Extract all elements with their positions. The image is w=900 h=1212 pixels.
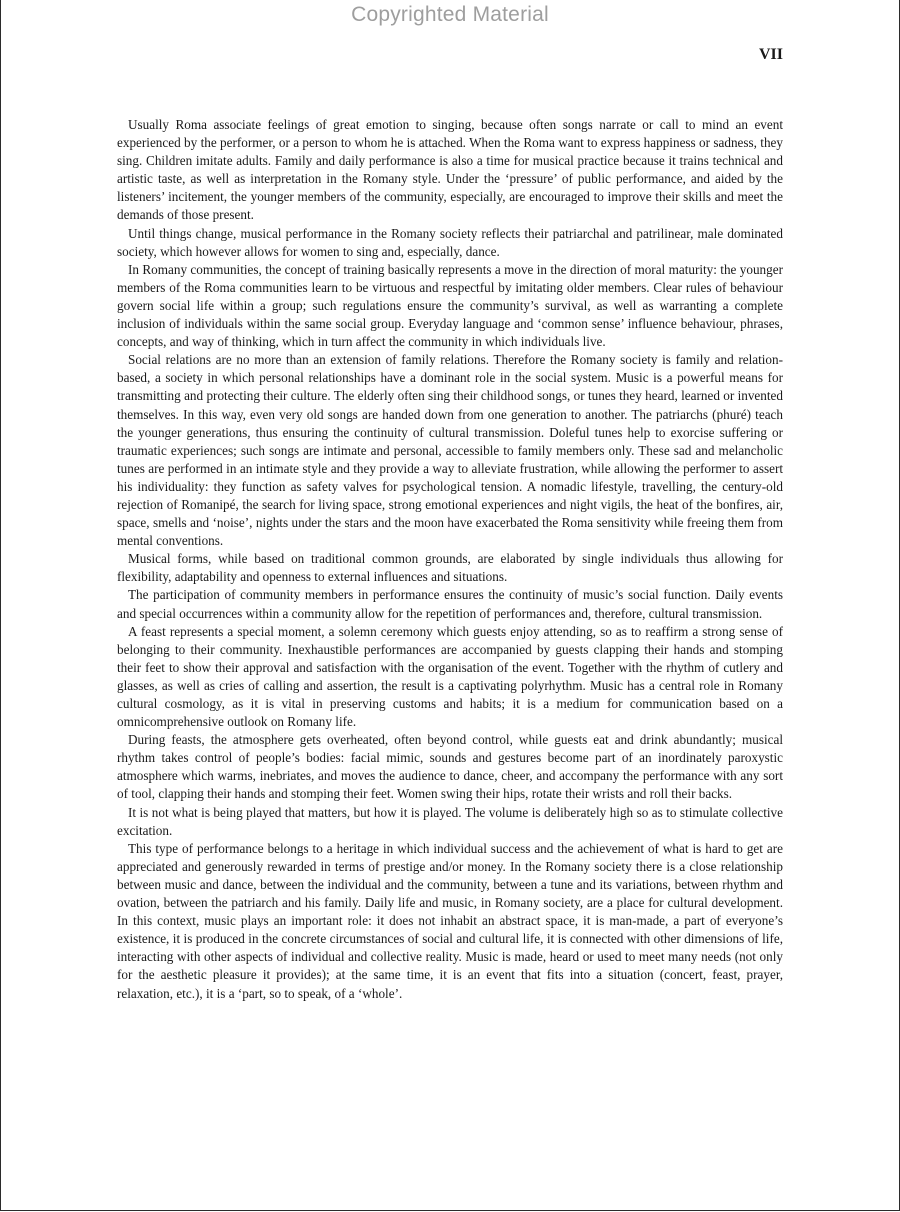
- paragraph: Musical forms, while based on traditional common grounds, are elaborated by single individuals thus allowing for flexibility, adaptability and openness to external influences and situations.: [117, 551, 783, 585]
- paragraph: In Romany communities, the concept of training basically represents a move in the direction of moral maturity: the younger members of the Roma communities learn to be virtuous and respectful by imitating older members. Clear rules of behaviour govern social life within a group; such regulations ensure the community’s survival, as well as warranting a complete inclusion of individuals within the same social group. Everyday language and ‘common sense’ influence behaviour, phrases, concepts, and way of thinking, which in turn affect the community in which individuals live.: [117, 261, 783, 350]
- paragraph: The participation of community members in performance ensures the continuity of music’s social function. Daily events and special occurrences within a community allow for the repetition of performances and, therefore, cultural transmission.: [117, 587, 783, 621]
- copyright-watermark: Copyrighted Material: [351, 3, 549, 26]
- paragraph: During feasts, the atmosphere gets overheated, often beyond control, while guests eat and drink abundantly; musical rhythm takes control of people’s bodies: facial mimic, sounds and gestures become part of an inordinately paroxystic atmosphere which warms, inebriates, and moves the audience to dance, cheer, and accompany the performance with any sort of tool, clapping their hands and stomping their feet. Women swing their hips, rotate their wrists and roll their backs.: [117, 732, 783, 802]
- paragraph: Social relations are no more than an extension of family relations. Therefore the Romany society is family and relation-based, a society in which personal relationships have a dominant role in the social system. Music is a powerful means for transmitting and protecting their culture. The elderly often sing their childhood songs, or tunes they heard, learned or invented themselves. In this way, even very old songs are handed down from one generation to another. The patriarchs (phuré) teach the younger generations, thus ensuring the continuity of cultural transmission. Doleful tunes help to exorcise suffering or traumatic experiences; such songs are intimate and personal, accessible to family members only. These sad and melancholic tunes are performed in an intimate style and they provide a way to alleviate frustration, while allowing the performer to assert his individuality: they function as safety valves for psychological tension. A nomadic lifestyle, travelling, the century-old rejection of Romanipé, the search for living space, strong emotional experiences and night vigils, the heat of the bonfires, air, space, smells and ‘noise’, nights under the stars and the moon have exacerbated the Roma sensitivity while freeing them from mental conventions.: [117, 352, 783, 549]
- paragraph: It is not what is being played that matters, but how it is played. The volume is deliberately high so as to stimulate collective excitation.: [117, 804, 783, 838]
- page-number: VII: [758, 46, 783, 63]
- paragraph: Until things change, musical performance in the Romany society reflects their patriarchal and patrilinear, male dominated society, which however allows for women to sing and, especially, dance.: [117, 225, 783, 259]
- body-text: [117, 116, 783, 1003]
- paragraph: A feast represents a special moment, a solemn ceremony which guests enjoy attending, so as to reaffirm a strong sense of belonging to their community. Inexhaustible performances are accompanied by guests clapping their hands and stomping their feet to show their approval and satisfaction with the organisation of the event. Together with the rhythm of cutlery and glasses, as well as cries of calling and assertion, the result is a captivating polyrhythm. Music has a central role in Romany cultural cosmology, as it is vital in preserving customs and habits; it is a medium for communication based on a omnicomprehensive outlook on Romany life.: [117, 623, 783, 730]
- paragraph: Usually Roma associate feelings of great emotion to singing, because often songs narrate or call to mind an event experienced by the performer, or a person to whom he is attached. When the Roma want to express happiness or sadness, they sing. Children imitate adults. Family and daily performance is also a time for musical practice because it trains technical and artistic taste, as well as interpretation in the Romany style. Under the ‘pressure’ of public performance, and aided by the listeners’ incitement, the younger members of the community, especially, are encouraged to improve their skills and meet the demands of those present.: [117, 117, 783, 223]
- paragraph: This type of performance belongs to a heritage in which individual success and the achievement of what is hard to get are appreciated and generously rewarded in terms of prestige and/or money. In the Romany society there is a close relationship between music and dance, between the individual and the community, between a tune and its variations, between rhythm and ovation, between the patriarch and his family. Daily life and music, in Romany society, are a place for cultural development. In this context, music plays an important role: it does not inhabit an abstract space, it is man-made, a part of everyone’s existence, it is produced in the concrete circumstances of social and cultural life, it is connected with other dimensions of life, interacting with other aspects of individual and collective reality. Music is made, heard or used to meet many needs (not only for the aesthetic pleasure it provides); at the same time, it is an event that fits into a situation (concert, feast, prayer, relaxation, etc.), it is a ‘part, so to speak, of a ‘whole’.: [117, 840, 783, 1001]
